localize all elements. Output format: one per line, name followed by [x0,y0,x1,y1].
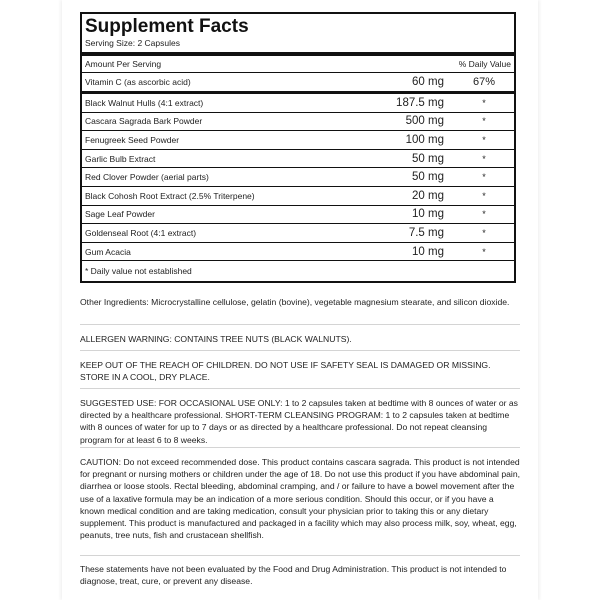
nutrient-amount: 10 mg [412,245,444,258]
daily-value-header: % Daily Value [458,59,511,69]
storage-warning-text: KEEP OUT OF THE REACH OF CHILDREN. DO NOT USE IF SAFETY SEAL IS DAMAGED OR MISSING. STORE IN A COOL, DRY PLACE. [80,360,491,383]
nutrient-daily-value: * [482,134,486,145]
nutrient-daily-value: * [482,172,486,183]
nutrient-daily-value: * [482,190,486,201]
daily-value-footnote: * Daily value not established [85,266,192,277]
nutrient-name: Red Clover Powder (aerial parts) [85,172,209,183]
nutrient-amount: 60 mg [412,76,444,88]
nutrient-name: Black Cohosh Root Extract (2.5% Triterpene) [85,190,255,201]
nutrient-name: Gum Acacia [85,246,131,257]
divider [80,447,520,448]
nutrient-row [82,168,514,187]
nutrient-daily-value: * [482,227,486,238]
nutrient-row [82,113,514,132]
nutrient-name: Sage Leaf Powder [85,209,155,220]
nutrient-amount: 50 mg [412,171,444,184]
divider [80,555,520,556]
nutrient-name: Cascara Sagrada Bark Powder [85,116,203,127]
nutrient-row [82,73,514,94]
nutrient-amount: 187.5 mg [396,96,444,109]
nutrient-amount: 20 mg [412,189,444,202]
nutrient-daily-value: * [482,209,486,220]
nutrient-amount: 500 mg [405,115,444,128]
supplement-facts-title: Supplement Facts [85,16,249,37]
amount-header-row [82,56,514,73]
nutrient-row [82,224,514,243]
nutrient-amount: 10 mg [412,208,444,221]
nutrient-row [82,243,514,262]
nutrient-daily-value: * [482,116,486,127]
divider [80,324,520,325]
nutrient-name: Fenugreek Seed Powder [85,134,180,145]
serving-size: Serving Size: 2 Capsules [82,38,514,56]
fda-disclaimer-text: These statements have not been evaluated by the Food and Drug Administration. This product is not intended to diagnose, treat, cure, or prevent any disease. [80,564,507,587]
nutrient-row [82,150,514,169]
nutrient-row [82,94,514,113]
nutrient-daily-value: 67% [472,76,496,88]
nutrient-amount: 100 mg [405,133,444,146]
nutrient-daily-value: * [482,97,486,108]
allergen-warning-text: ALLERGEN WARNING: CONTAINS TREE NUTS (BLACK WALNUTS). [80,334,352,344]
nutrient-name: Garlic Bulb Extract [85,153,156,164]
divider [80,388,520,389]
nutrient-name: Vitamin C (as ascorbic acid) [85,77,191,87]
suggested-use-text: SUGGESTED USE: FOR OCCASIONAL USE ONLY: 1 to 2 capsules taken at bedtime with 8 ounces of water or as directed by a healthcare professional. SHORT-TERM CLEANSING PROGRAM: 1 to 2 capsules taken at bedtime with 8 ounces of water for up to 7 days or as directed by a healthcare professional. Do not repeat cleansing program for at least 6 to 8 weeks. [80,398,518,445]
other-ingredients-text: Other Ingredients: Microcrystalline cellulose, gelatin (bovine), vegetable magnesium stearate, and silicon dioxide. [80,297,510,307]
nutrient-daily-value: * [482,246,486,257]
nutrient-name: Goldenseal Root (4:1 extract) [85,227,197,238]
nutrient-row [82,187,514,206]
nutrient-row [82,131,514,150]
nutrient-row [82,206,514,225]
nutrient-amount: 7.5 mg [408,226,444,239]
supplement-facts-panel [80,12,516,283]
caution-text: CAUTION: Do not exceed recommended dose. This product contains cascara sagrada. This product is not intended for pregnant or nursing mothers or children under the age of 18. Do not use this product if you have abdominal pain, diarrhea or loose stools. Rectal bleeding, abdominal cramping, and / or failure to have a bowel movement after the use of a laxative formula may be an indication of a more serious condition. Should this occur, or if you have a known medical condition and are taking medication, consult your physician prior to taking this or any dietary supplement. This product is manufactured and packaged in a facility which may also process milk, soy, wheat, egg, peanuts, tree nuts, fish and crustacean shellfish. [80,457,520,541]
nutrient-daily-value: * [482,153,486,164]
divider [80,350,520,351]
nutrient-amount: 50 mg [412,152,444,165]
nutrient-name: Black Walnut Hulls (4:1 extract) [85,97,204,108]
amount-per-serving-label: Amount Per Serving [85,59,162,69]
